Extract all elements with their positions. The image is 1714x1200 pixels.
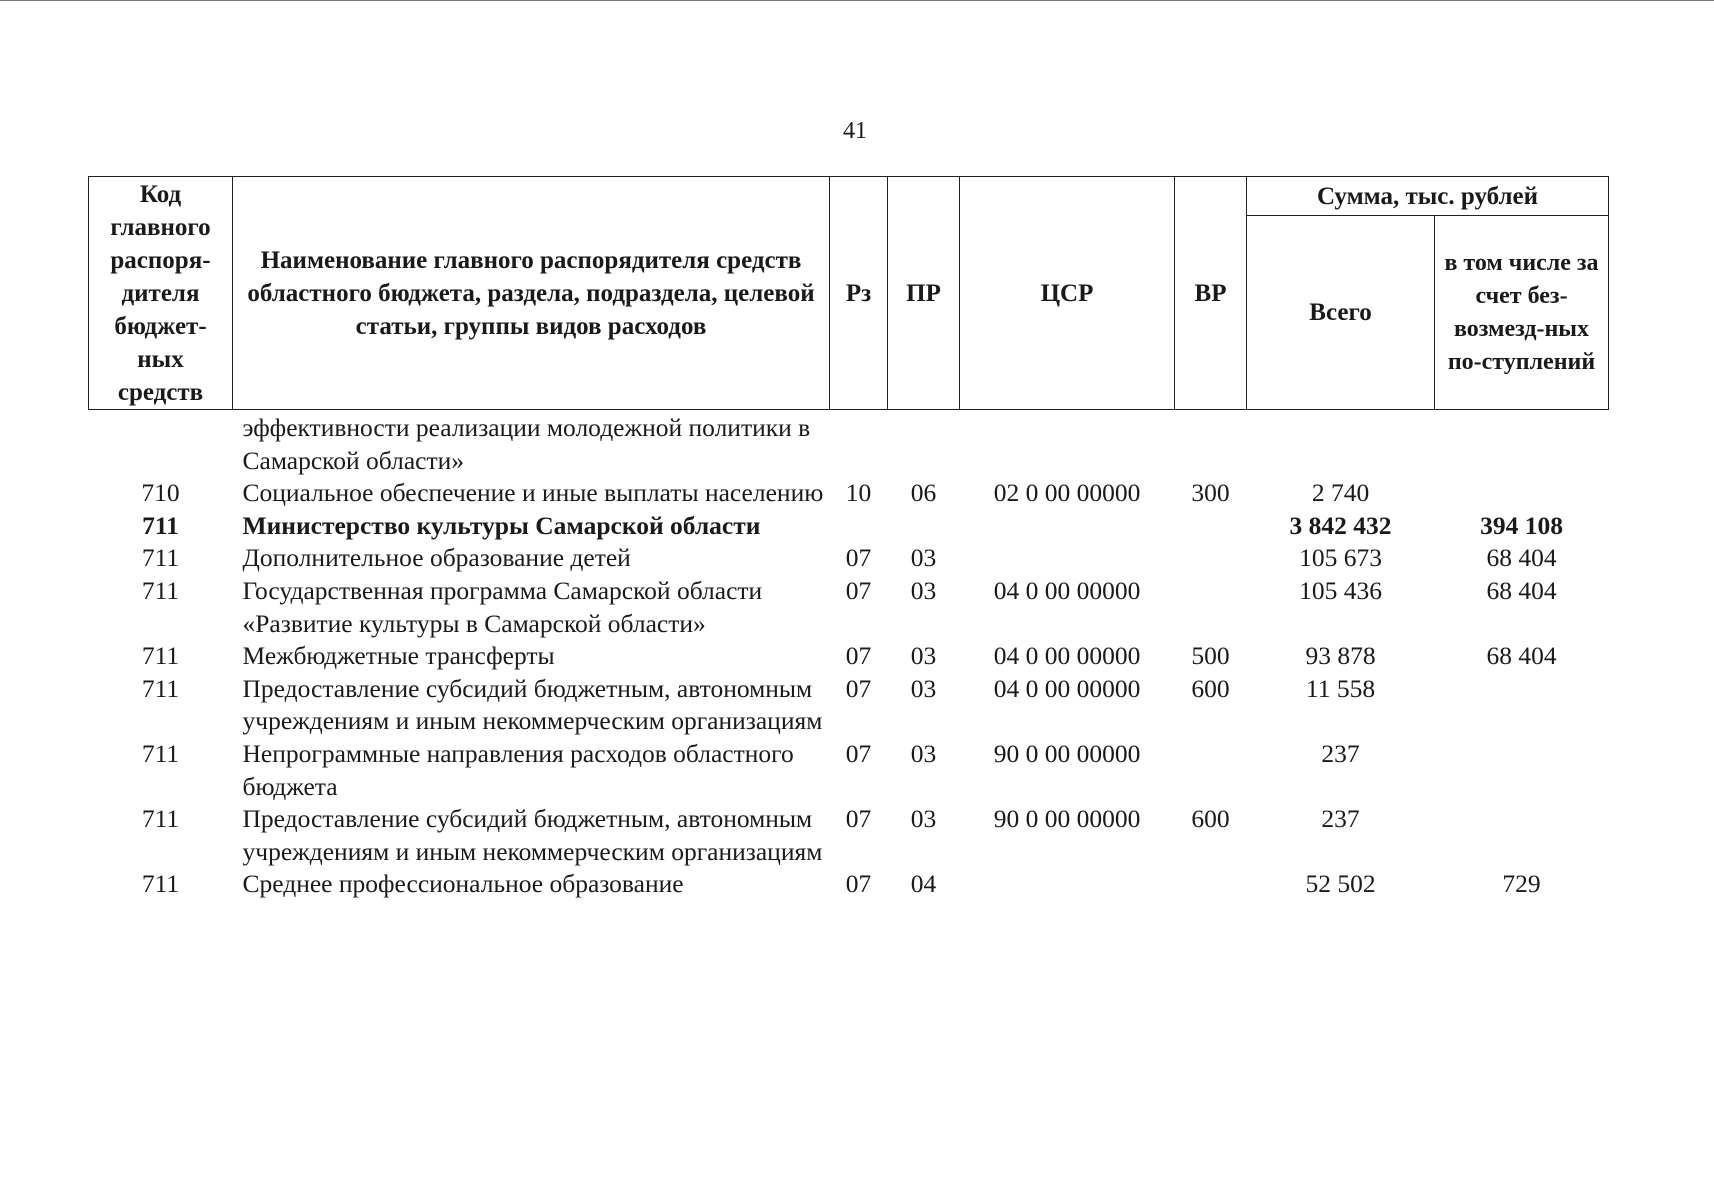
table-row (89, 803, 1609, 868)
header-name: Наименование главного распорядителя средств областного бюджета, раздела, подраздела, целевой статьи, группы видов расходов (233, 177, 830, 410)
table-row (89, 640, 1609, 673)
table-body (89, 410, 1609, 901)
table-row (89, 868, 1609, 901)
row-name: Межбюджетные трансферты (242, 641, 555, 671)
row-free-receipts (1435, 738, 1609, 803)
table-row (89, 510, 1609, 543)
row-rz: 07 (845, 869, 872, 899)
header-pr: ПР (888, 177, 960, 410)
row-pr (888, 410, 960, 478)
row-rz: 07 (845, 543, 872, 573)
row-total: 237 (1321, 738, 1360, 768)
row-free-receipts: 729 (1502, 869, 1541, 899)
header-rz: Рз (830, 177, 888, 410)
row-vr (1175, 738, 1247, 803)
row-vr: 600 (1191, 673, 1230, 703)
table-row (89, 575, 1609, 640)
row-vr: 500 (1191, 641, 1230, 671)
row-pr: 04 (910, 869, 937, 899)
row-code: 711 (142, 510, 179, 540)
row-rz: 07 (845, 673, 872, 703)
row-name: Непрограммные направления расходов областного бюджета (242, 738, 794, 801)
row-name: Дополнительное образование детей (242, 543, 631, 573)
row-pr: 03 (910, 543, 937, 573)
budget-table (88, 176, 1609, 901)
row-vr (1175, 575, 1247, 640)
row-name: Социальное обеспечение и иные выплаты населению (242, 478, 824, 508)
row-name: Министерство культуры Самарской области (242, 510, 761, 540)
row-total: 105 673 (1299, 543, 1382, 573)
row-total: 52 502 (1305, 869, 1376, 899)
row-free-receipts: 68 404 (1486, 543, 1557, 573)
row-rz: 10 (845, 478, 872, 508)
row-name: Предоставление субсидий бюджетным, автономным учреждениям и иным некоммерческим организациям (242, 804, 823, 866)
table-header (89, 177, 1609, 410)
row-code: 711 (141, 575, 180, 605)
row-total: 105 436 (1299, 575, 1382, 605)
row-free-receipts: 68 404 (1486, 641, 1557, 671)
row-csr (960, 410, 1175, 478)
row-vr: 600 (1191, 804, 1230, 834)
table-row (89, 477, 1609, 510)
table-row (89, 738, 1609, 803)
row-total: 93 878 (1305, 641, 1376, 671)
row-pr: 03 (910, 804, 937, 834)
row-csr: 04 0 00 00000 (993, 673, 1141, 703)
row-vr: 300 (1191, 478, 1230, 508)
row-rz: 07 (845, 641, 872, 671)
row-code: 711 (141, 543, 180, 573)
row-code: 711 (141, 673, 180, 703)
row-csr (960, 510, 1175, 543)
row-free-receipts (1435, 803, 1609, 868)
row-vr (1175, 410, 1247, 478)
row-total (1247, 410, 1435, 478)
header-vr: ВР (1175, 177, 1247, 410)
row-pr: 03 (910, 641, 937, 671)
row-pr (888, 510, 960, 543)
row-free-receipts (1435, 410, 1609, 478)
row-csr: 04 0 00 00000 (993, 575, 1141, 605)
row-free-receipts (1435, 477, 1609, 510)
row-pr: 03 (910, 575, 937, 605)
row-csr: 04 0 00 00000 (993, 641, 1141, 671)
row-vr (1175, 542, 1247, 575)
row-total: 3 842 432 (1289, 510, 1392, 540)
row-name: Предоставление субсидий бюджетным, автономным учреждениям и иным некоммерческим организациям (242, 673, 823, 736)
row-csr: 90 0 00 00000 (993, 738, 1141, 768)
row-code (89, 410, 233, 478)
row-csr (960, 868, 1175, 901)
header-total: Всего (1247, 216, 1435, 410)
row-pr: 03 (910, 673, 937, 703)
page-top-border (0, 0, 1714, 1)
table-row (89, 542, 1609, 575)
row-vr (1175, 510, 1247, 543)
row-rz: 07 (845, 738, 872, 768)
header-sum-group: Сумма, тыс. рублей (1247, 177, 1609, 216)
row-rz (830, 510, 888, 543)
table-row (89, 673, 1609, 738)
row-free-receipts: 394 108 (1480, 510, 1563, 540)
row-free-receipts: 68 404 (1486, 575, 1557, 605)
row-free-receipts (1435, 673, 1609, 738)
row-code: 711 (141, 869, 180, 899)
row-total: 11 558 (1305, 673, 1376, 703)
row-code: 711 (141, 738, 180, 768)
table-row (89, 410, 1609, 478)
row-total: 2 740 (1311, 478, 1370, 508)
row-rz: 07 (845, 575, 872, 605)
row-csr: 90 0 00 00000 (993, 804, 1141, 834)
row-pr: 06 (910, 478, 937, 508)
page-number: 41 (843, 118, 867, 144)
row-rz (830, 410, 888, 478)
row-pr: 03 (910, 738, 937, 768)
row-code: 711 (141, 641, 180, 671)
row-name: Среднее профессиональное образование (242, 869, 684, 899)
row-code: 711 (141, 804, 180, 834)
header-free-receipts: в том числе за счет без-возмезд-ных по-ступлений (1435, 216, 1609, 410)
header-csr: ЦСР (960, 177, 1175, 410)
header-code: Код главного распоря-дителя бюджет-ных средств (89, 177, 233, 410)
row-total: 237 (1321, 804, 1360, 834)
row-name: эффективности реализации молодежной политики в Самарской области» (242, 413, 811, 475)
row-csr: 02 0 00 00000 (993, 478, 1141, 508)
row-code: 710 (141, 478, 180, 508)
row-vr (1175, 868, 1247, 901)
row-rz: 07 (845, 804, 872, 834)
row-name: Государственная программа Самарской области «Развитие культуры в Самарской области» (242, 575, 763, 638)
row-csr (960, 542, 1175, 575)
